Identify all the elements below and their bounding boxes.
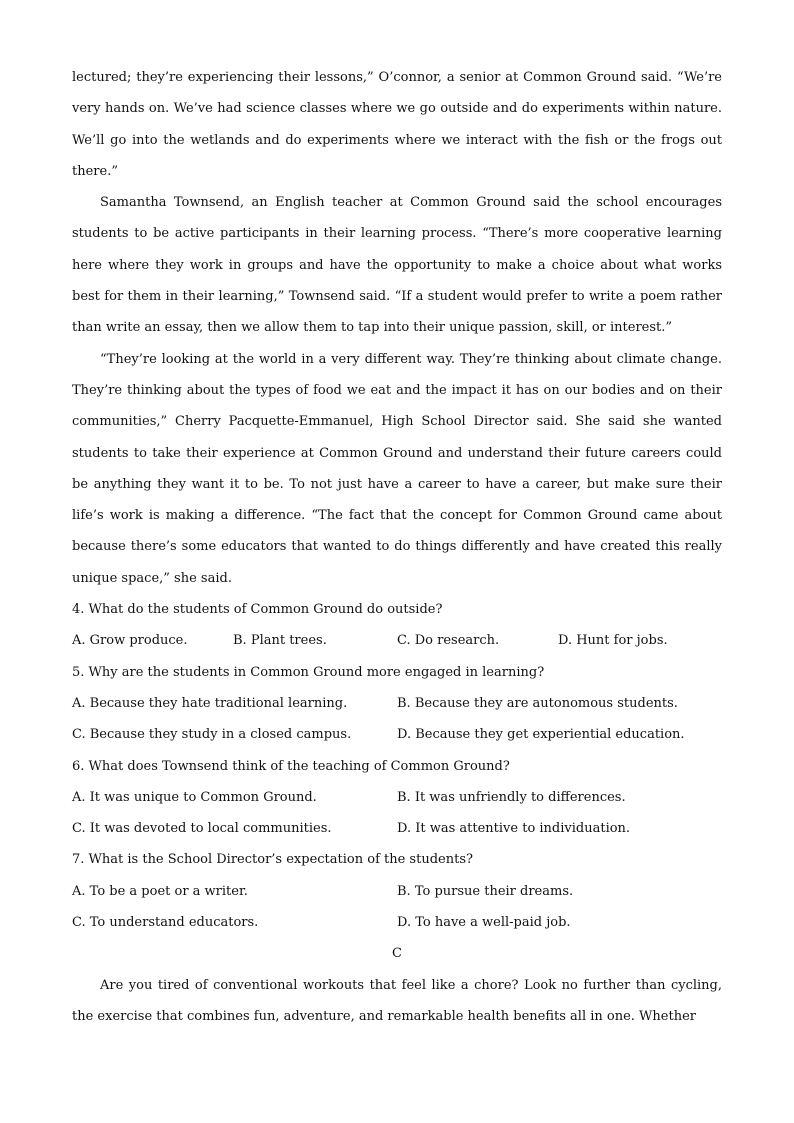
option-a: A. Grow produce. <box>72 633 188 649</box>
option-a: A. To be a poet or a writer. <box>72 883 248 899</box>
option-b: B. To pursue their dreams. <box>397 883 574 899</box>
option-d: D. Because they get experiential education. <box>397 727 685 743</box>
question-stem: 4. What do the students of Common Ground do outside? <box>72 602 443 618</box>
option-c: C. To understand educators. <box>72 915 259 931</box>
question-options <box>72 876 722 907</box>
option-b: B. It was unfriendly to differences. <box>397 789 626 805</box>
passage-b-paragraph: Samantha Townsend, an English teacher at Common Ground said the school encourages students to be active participants in their learning process. “There’s more cooperative learning here where they work in groups and have the opportunity to make a choice about what works best for them in their learning,” Townsend said. “If a student would prefer to write a poem rather than write an essay, then we allow them to tap into their unique passion, skill, or interest.” <box>72 195 722 336</box>
question-options <box>72 813 722 844</box>
option-a: A. Because they hate traditional learning. <box>72 695 348 711</box>
passage-b-paragraph: lectured; they’re experiencing their lessons,” O’connor, a senior at Common Ground said. “We’re very hands on. We’ve had science classes where we go outside and do experiments within nature. We’ll go into the wetlands and do experiments where we interact with the fish or the frogs out there.” <box>72 70 722 179</box>
option-d: D. Hunt for jobs. <box>558 633 668 649</box>
question-stem: 7. What is the School Director’s expectation of the students? <box>72 852 473 868</box>
question-stem: 6. What does Townsend think of the teaching of Common Ground? <box>72 758 510 774</box>
option-c: C. Do research. <box>397 633 500 649</box>
passage-b-paragraph: “They’re looking at the world in a very different way. They’re thinking about climate change. They’re thinking about the types of food we eat and the impact it has on our bodies and on their communities,” Cherry Pacquette-Emmanuel, High School Director said. She said she wanted students to take their experience at Common Ground and understand their future careers could be anything they want it to be. To not just have a career to have a career, but make sure their life’s work is making a difference. “The fact that the concept for Common Ground came about because there’s some educators that wanted to do things differently and have created this really unique space,” she said. <box>72 351 722 586</box>
passage-c-paragraph: Are you tired of conventional workouts that feel like a chore? Look no further than cycling, the exercise that combines fun, adventure, and remarkable health benefits all in one. Whether <box>72 977 722 1024</box>
option-c: C. Because they study in a closed campus. <box>72 727 352 743</box>
question-options <box>72 907 722 938</box>
question-stem: 5. Why are the students in Common Ground more engaged in learning? <box>72 664 545 680</box>
section-heading: C <box>392 946 402 962</box>
option-d: D. To have a well-paid job. <box>397 915 571 931</box>
question-options <box>72 782 722 813</box>
option-b: B. Plant trees. <box>233 633 327 649</box>
option-c: C. It was devoted to local communities. <box>72 821 332 837</box>
option-a: A. It was unique to Common Ground. <box>72 789 317 805</box>
question-options <box>72 688 722 719</box>
option-b: B. Because they are autonomous students. <box>397 695 678 711</box>
question-options <box>72 719 722 750</box>
option-d: D. It was attentive to individuation. <box>397 821 631 837</box>
question-options <box>72 625 722 656</box>
exam-page <box>72 62 722 1032</box>
